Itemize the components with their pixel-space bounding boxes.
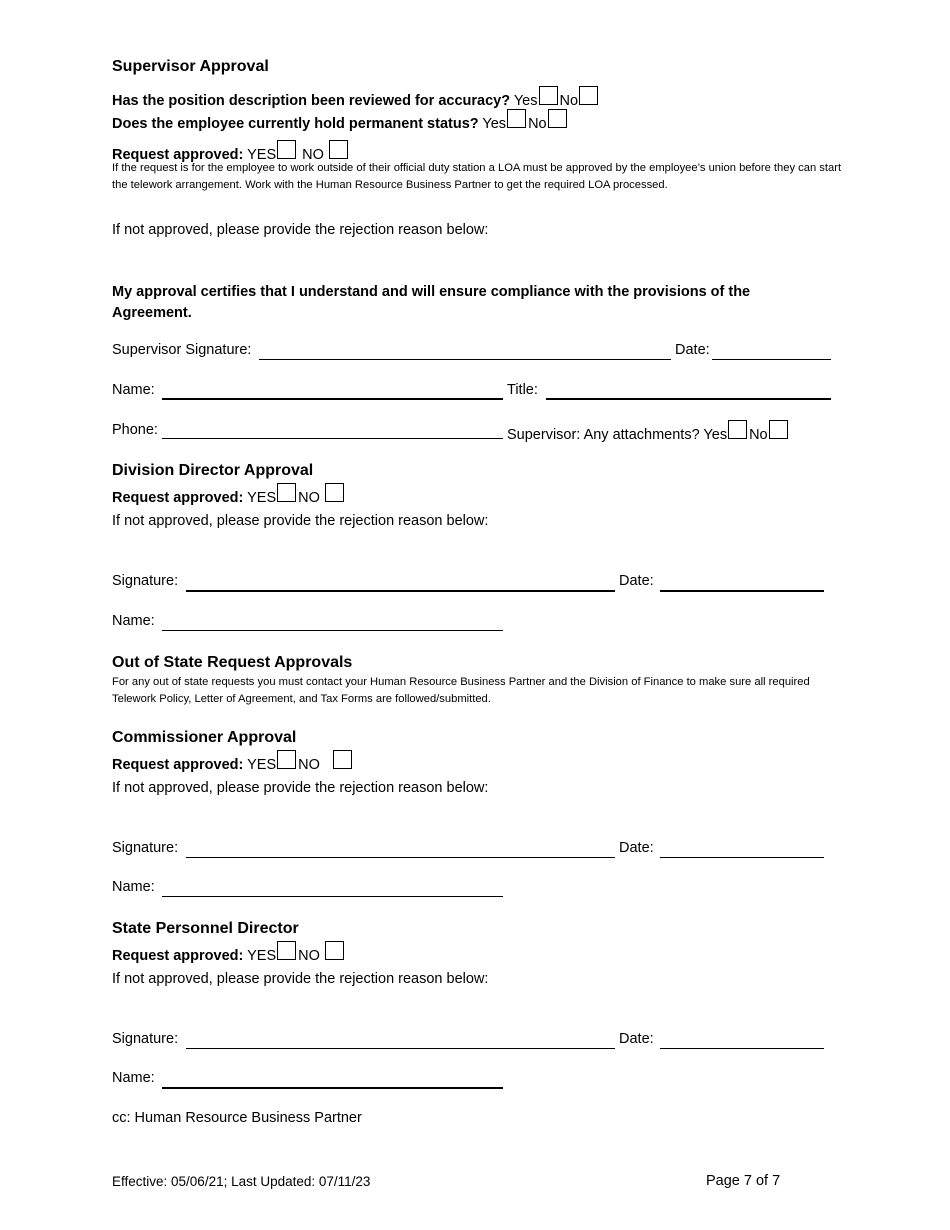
q1-no-label: No [559, 93, 579, 109]
q1-yes-label: Yes [513, 93, 538, 109]
supervisor-title-field[interactable] [546, 398, 831, 400]
q1-yes-checkbox[interactable] [539, 86, 558, 105]
commissioner-date-label: Date: [619, 840, 654, 856]
footer-effective: Effective: 05/06/21; Last Updated: 07/11/23 [112, 1174, 371, 1189]
personnel-date-field[interactable] [660, 1048, 824, 1049]
commissioner-heading: Commissioner Approval [112, 729, 297, 746]
supervisor-signature-label: Supervisor Signature: [112, 342, 252, 358]
supervisor-heading: Supervisor Approval [112, 58, 269, 75]
q1-no-checkbox[interactable] [579, 86, 598, 105]
personnel-name-field[interactable] [162, 1087, 503, 1089]
q2-yes-checkbox[interactable] [507, 109, 526, 128]
division-signature-label: Signature: [112, 573, 179, 589]
attachments-yes-checkbox[interactable] [728, 420, 747, 439]
personnel-date-label: Date: [619, 1031, 654, 1047]
personnel-signature-field[interactable] [186, 1048, 615, 1049]
commissioner-signature-label: Signature: [112, 840, 179, 856]
q2-no-label: No [528, 116, 547, 132]
yes-label: YES [247, 147, 277, 163]
out-of-state-note: For any out of state requests you must contact your Human Resource Business Partner and the Division of Finance to make sure all required Telework Policy, Letter of Agreement, and Tax Forms are followed/submitted. [112, 676, 810, 705]
division-date-field[interactable] [660, 590, 824, 592]
q2-text: Does the employee currently hold permanent status? [112, 116, 479, 132]
request-approved-label: Request approved: [112, 948, 244, 964]
supervisor-signature-field[interactable] [259, 359, 671, 360]
commissioner-name-label: Name: [112, 879, 155, 895]
yes-label: YES [247, 757, 277, 773]
request-approved-label: Request approved: [112, 490, 244, 506]
request-approved-label: Request approved: [112, 147, 244, 163]
attachments-no-checkbox[interactable] [769, 420, 788, 439]
commissioner-request-approved [112, 750, 354, 773]
personnel-yes-checkbox[interactable] [277, 941, 296, 960]
out-of-state-heading: Out of State Request Approvals [112, 654, 353, 671]
division-rejection-prompt: If not approved, please provide the rejection reason below: [112, 513, 489, 529]
position-description-question [112, 86, 600, 109]
no-label: NO [302, 147, 324, 163]
attachments-label: Supervisor: Any attachments? [507, 427, 700, 443]
personnel-rejection-prompt: If not approved, please provide the rejection reason below: [112, 971, 489, 987]
commissioner-rejection-prompt: If not approved, please provide the rejection reason below: [112, 780, 489, 796]
supervisor-name-label: Name: [112, 382, 155, 398]
division-name-label: Name: [112, 613, 155, 629]
q2-yes-label: Yes [482, 116, 507, 132]
supervisor-no-checkbox[interactable] [329, 140, 348, 159]
commissioner-yes-checkbox[interactable] [277, 750, 296, 769]
supervisor-yes-checkbox[interactable] [277, 140, 296, 159]
commissioner-name-field[interactable] [162, 896, 503, 897]
commissioner-date-field[interactable] [660, 857, 824, 858]
no-label: NO [298, 948, 320, 964]
attachments-yes-label: Yes [703, 427, 728, 443]
supervisor-phone-field[interactable] [162, 438, 503, 439]
division-signature-field[interactable] [186, 590, 615, 592]
division-no-checkbox[interactable] [325, 483, 344, 502]
supervisor-phone-label: Phone: [112, 422, 158, 438]
division-name-field[interactable] [162, 630, 503, 631]
personnel-request-approved [112, 941, 346, 964]
personnel-name-label: Name: [112, 1070, 155, 1086]
no-label: NO [298, 490, 320, 506]
commissioner-signature-field[interactable] [186, 857, 615, 858]
request-approved-label: Request approved: [112, 757, 244, 773]
commissioner-no-checkbox[interactable] [333, 750, 352, 769]
supervisor-date-label: Date: [675, 342, 710, 358]
loa-note: If the request is for the employee to work outside of their official duty station a LOA must be approved by the employee’s union before they can start the telework arrangement. Work with the Human Resource Business Partner to get the required LOA processed. [112, 162, 842, 191]
personnel-signature-label: Signature: [112, 1031, 179, 1047]
cc-line: cc: Human Resource Business Partner [112, 1110, 362, 1126]
yes-label: YES [247, 490, 277, 506]
attachments-no-label: No [749, 427, 768, 443]
attachments-question [507, 420, 790, 443]
supervisor-date-field[interactable] [712, 359, 831, 360]
division-yes-checkbox[interactable] [277, 483, 296, 502]
no-label: NO [298, 757, 320, 773]
permanent-status-question [112, 109, 569, 132]
q1-text: Has the position description been reviewed for accuracy? [112, 93, 511, 109]
division-heading: Division Director Approval [112, 462, 314, 479]
supervisor-title-label: Title: [507, 382, 538, 398]
supervisor-rejection-prompt: If not approved, please provide the rejection reason below: [112, 222, 489, 238]
division-date-label: Date: [619, 573, 654, 589]
certification-statement: My approval certifies that I understand and will ensure compliance with the provisions of the Agreement. [112, 284, 751, 321]
personnel-heading: State Personnel Director [112, 920, 299, 937]
supervisor-name-field[interactable] [162, 398, 503, 400]
personnel-no-checkbox[interactable] [325, 941, 344, 960]
yes-label: YES [247, 948, 277, 964]
q2-no-checkbox[interactable] [548, 109, 567, 128]
division-request-approved [112, 483, 346, 506]
footer-page-number: Page 7 of 7 [706, 1173, 781, 1189]
